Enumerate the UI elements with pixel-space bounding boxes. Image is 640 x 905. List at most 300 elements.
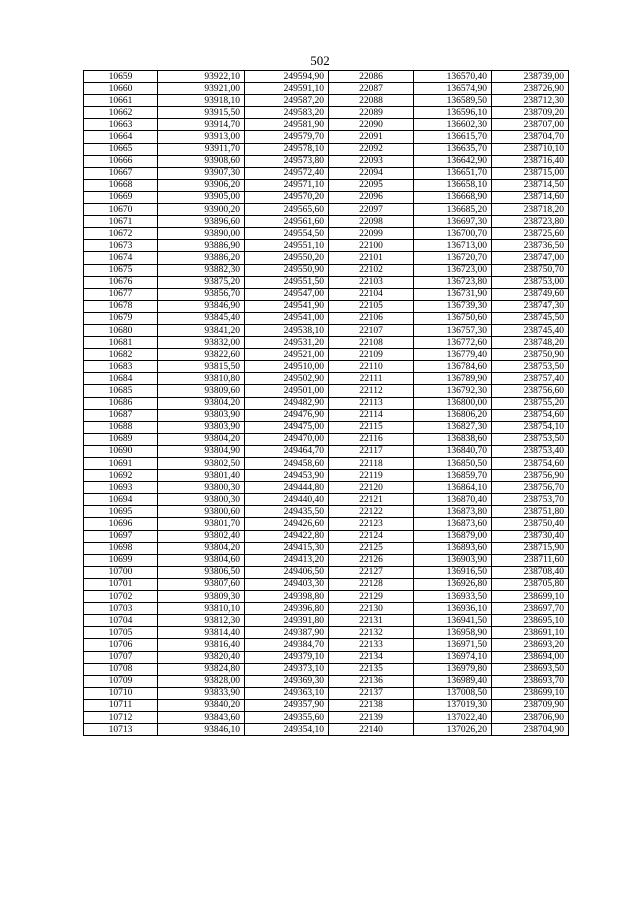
table-row [84, 651, 569, 663]
cell-x-coordinate: 93801,40 [158, 470, 245, 482]
cell-y-coordinate-2: 238708,40 [492, 566, 569, 578]
cell-x-coordinate: 93845,40 [158, 312, 245, 324]
cell-x-coordinate-2: 136723,00 [414, 264, 492, 276]
table-row [84, 131, 569, 143]
cell-point-id: 10689 [84, 433, 158, 445]
cell-y-coordinate: 249570,20 [245, 191, 329, 203]
cell-y-coordinate-2: 238711,60 [492, 554, 569, 566]
table-row [84, 433, 569, 445]
coordinates-table [83, 70, 569, 736]
cell-y-coordinate: 249373,10 [245, 663, 329, 675]
cell-x-coordinate-2: 136926,80 [414, 578, 492, 590]
cell-x-coordinate: 93801,70 [158, 518, 245, 530]
cell-y-coordinate-2: 238756,70 [492, 482, 569, 494]
cell-x-coordinate: 93816,40 [158, 639, 245, 651]
cell-x-coordinate: 93800,30 [158, 494, 245, 506]
cell-y-coordinate-2: 238693,20 [492, 639, 569, 651]
cell-y-coordinate: 249541,90 [245, 300, 329, 312]
cell-y-coordinate-2: 238706,90 [492, 711, 569, 723]
table-row [84, 300, 569, 312]
cell-y-coordinate-2: 238704,90 [492, 724, 569, 736]
cell-point-id-2: 22100 [329, 240, 414, 252]
cell-y-coordinate: 249561,60 [245, 216, 329, 228]
cell-point-id-2: 22119 [329, 470, 414, 482]
cell-x-coordinate-2: 136723,80 [414, 276, 492, 288]
cell-point-id-2: 22093 [329, 155, 414, 167]
cell-y-coordinate-2: 238709,90 [492, 699, 569, 711]
cell-point-id-2: 22111 [329, 373, 414, 385]
table-row [84, 397, 569, 409]
cell-x-coordinate-2: 136958,90 [414, 627, 492, 639]
coordinates-table-body [84, 71, 569, 736]
cell-x-coordinate-2: 136859,70 [414, 470, 492, 482]
cell-point-id-2: 22108 [329, 337, 414, 349]
table-row [84, 578, 569, 590]
cell-point-id: 10670 [84, 204, 158, 216]
cell-point-id-2: 22090 [329, 119, 414, 131]
cell-point-id-2: 22110 [329, 361, 414, 373]
cell-x-coordinate: 93890,00 [158, 228, 245, 240]
cell-point-id: 10690 [84, 445, 158, 457]
cell-y-coordinate-2: 238704,70 [492, 131, 569, 143]
cell-point-id: 10704 [84, 615, 158, 627]
cell-point-id-2: 22127 [329, 566, 414, 578]
cell-point-id-2: 22086 [329, 71, 414, 83]
cell-point-id: 10661 [84, 95, 158, 107]
cell-y-coordinate: 249571,10 [245, 179, 329, 191]
cell-x-coordinate-2: 136700,70 [414, 228, 492, 240]
cell-point-id-2: 22107 [329, 324, 414, 336]
cell-x-coordinate: 93803,90 [158, 409, 245, 421]
table-row [84, 615, 569, 627]
cell-y-coordinate: 249554,50 [245, 228, 329, 240]
cell-point-id-2: 22104 [329, 288, 414, 300]
cell-y-coordinate-2: 238754,10 [492, 421, 569, 433]
table-row [84, 566, 569, 578]
cell-point-id: 10710 [84, 687, 158, 699]
cell-y-coordinate-2: 238747,30 [492, 300, 569, 312]
cell-point-id: 10666 [84, 155, 158, 167]
cell-point-id: 10674 [84, 252, 158, 264]
cell-y-coordinate-2: 238723,80 [492, 216, 569, 228]
table-row [84, 470, 569, 482]
cell-y-coordinate: 249521,00 [245, 349, 329, 361]
cell-x-coordinate: 93822,60 [158, 349, 245, 361]
cell-y-coordinate: 249594,90 [245, 71, 329, 83]
cell-y-coordinate-2: 238756,90 [492, 470, 569, 482]
table-row [84, 119, 569, 131]
table-row [84, 699, 569, 711]
cell-x-coordinate-2: 136596,10 [414, 107, 492, 119]
cell-y-coordinate: 249550,20 [245, 252, 329, 264]
cell-point-id-2: 22089 [329, 107, 414, 119]
cell-x-coordinate-2: 136635,70 [414, 143, 492, 155]
cell-y-coordinate: 249369,30 [245, 675, 329, 687]
cell-point-id-2: 22124 [329, 530, 414, 542]
cell-point-id: 10713 [84, 724, 158, 736]
table-row [84, 591, 569, 603]
cell-x-coordinate-2: 136602,30 [414, 119, 492, 131]
cell-x-coordinate-2: 136864,10 [414, 482, 492, 494]
cell-point-id-2: 22105 [329, 300, 414, 312]
cell-point-id-2: 22113 [329, 397, 414, 409]
cell-x-coordinate-2: 136658,10 [414, 179, 492, 191]
cell-y-coordinate: 249476,90 [245, 409, 329, 421]
table-row [84, 506, 569, 518]
cell-point-id-2: 22135 [329, 663, 414, 675]
cell-x-coordinate-2: 136838,60 [414, 433, 492, 445]
cell-y-coordinate-2: 238749,60 [492, 288, 569, 300]
cell-point-id-2: 22123 [329, 518, 414, 530]
cell-x-coordinate: 93807,60 [158, 578, 245, 590]
cell-point-id: 10664 [84, 131, 158, 143]
cell-point-id-2: 22133 [329, 639, 414, 651]
table-row [84, 337, 569, 349]
cell-point-id: 10681 [84, 337, 158, 349]
cell-y-coordinate: 249475,00 [245, 421, 329, 433]
table-row [84, 675, 569, 687]
cell-y-coordinate: 249406,50 [245, 566, 329, 578]
cell-x-coordinate-2: 136713,00 [414, 240, 492, 252]
cell-x-coordinate-2: 136720,70 [414, 252, 492, 264]
cell-x-coordinate: 93820,40 [158, 651, 245, 663]
cell-point-id-2: 22138 [329, 699, 414, 711]
cell-x-coordinate: 93846,90 [158, 300, 245, 312]
cell-point-id-2: 22092 [329, 143, 414, 155]
table-row [84, 71, 569, 83]
cell-point-id: 10693 [84, 482, 158, 494]
cell-y-coordinate: 249422,80 [245, 530, 329, 542]
cell-x-coordinate: 93918,10 [158, 95, 245, 107]
cell-point-id: 10659 [84, 71, 158, 83]
table-row [84, 264, 569, 276]
table-row [84, 711, 569, 723]
cell-x-coordinate: 93907,30 [158, 167, 245, 179]
cell-x-coordinate-2: 136903,90 [414, 554, 492, 566]
cell-x-coordinate: 93806,50 [158, 566, 245, 578]
table-row [84, 191, 569, 203]
cell-x-coordinate-2: 136827,30 [414, 421, 492, 433]
cell-x-coordinate: 93906,20 [158, 179, 245, 191]
table-row [84, 542, 569, 554]
cell-point-id: 10675 [84, 264, 158, 276]
cell-y-coordinate-2: 238699,10 [492, 591, 569, 603]
cell-y-coordinate: 249579,70 [245, 131, 329, 143]
cell-y-coordinate-2: 238716,40 [492, 155, 569, 167]
cell-x-coordinate: 93812,30 [158, 615, 245, 627]
cell-point-id-2: 22103 [329, 276, 414, 288]
table-row [84, 179, 569, 191]
cell-point-id-2: 22139 [329, 711, 414, 723]
cell-x-coordinate-2: 137008,50 [414, 687, 492, 699]
cell-point-id: 10662 [84, 107, 158, 119]
cell-x-coordinate: 93896,60 [158, 216, 245, 228]
cell-x-coordinate-2: 136971,50 [414, 639, 492, 651]
cell-y-coordinate-2: 238755,20 [492, 397, 569, 409]
cell-point-id: 10673 [84, 240, 158, 252]
cell-x-coordinate: 93908,60 [158, 155, 245, 167]
cell-y-coordinate: 249578,10 [245, 143, 329, 155]
cell-point-id: 10711 [84, 699, 158, 711]
cell-y-coordinate: 249396,80 [245, 603, 329, 615]
cell-y-coordinate: 249413,20 [245, 554, 329, 566]
table-row [84, 494, 569, 506]
cell-x-coordinate-2: 136974,10 [414, 651, 492, 663]
cell-y-coordinate-2: 238718,20 [492, 204, 569, 216]
cell-point-id: 10668 [84, 179, 158, 191]
cell-x-coordinate-2: 136739,30 [414, 300, 492, 312]
cell-y-coordinate-2: 238710,10 [492, 143, 569, 155]
cell-point-id: 10705 [84, 627, 158, 639]
cell-x-coordinate-2: 136757,30 [414, 324, 492, 336]
cell-y-coordinate: 249391,80 [245, 615, 329, 627]
cell-point-id-2: 22132 [329, 627, 414, 639]
cell-point-id-2: 22126 [329, 554, 414, 566]
table-row [84, 83, 569, 95]
cell-x-coordinate: 93800,30 [158, 482, 245, 494]
cell-y-coordinate: 249551,50 [245, 276, 329, 288]
cell-y-coordinate-2: 238745,40 [492, 324, 569, 336]
cell-x-coordinate-2: 136850,50 [414, 458, 492, 470]
cell-point-id: 10691 [84, 458, 158, 470]
table-row [84, 458, 569, 470]
cell-x-coordinate: 93802,50 [158, 458, 245, 470]
cell-y-coordinate-2: 238691,10 [492, 627, 569, 639]
cell-x-coordinate: 93914,70 [158, 119, 245, 131]
table-row [84, 385, 569, 397]
cell-point-id-2: 22091 [329, 131, 414, 143]
cell-y-coordinate: 249384,70 [245, 639, 329, 651]
cell-x-coordinate-2: 136840,70 [414, 445, 492, 457]
table-row [84, 228, 569, 240]
cell-x-coordinate: 93803,90 [158, 421, 245, 433]
cell-point-id: 10685 [84, 385, 158, 397]
cell-x-coordinate-2: 136870,40 [414, 494, 492, 506]
cell-y-coordinate: 249538,10 [245, 324, 329, 336]
cell-x-coordinate-2: 137019,30 [414, 699, 492, 711]
cell-y-coordinate: 249572,40 [245, 167, 329, 179]
cell-x-coordinate: 93886,20 [158, 252, 245, 264]
cell-point-id: 10677 [84, 288, 158, 300]
cell-point-id-2: 22136 [329, 675, 414, 687]
cell-y-coordinate-2: 238695,10 [492, 615, 569, 627]
cell-point-id: 10679 [84, 312, 158, 324]
cell-point-id-2: 22130 [329, 603, 414, 615]
cell-y-coordinate: 249510,00 [245, 361, 329, 373]
cell-point-id: 10708 [84, 663, 158, 675]
cell-y-coordinate: 249354,10 [245, 724, 329, 736]
cell-x-coordinate-2: 136615,70 [414, 131, 492, 143]
cell-y-coordinate-2: 238707,00 [492, 119, 569, 131]
cell-y-coordinate-2: 238715,90 [492, 542, 569, 554]
cell-x-coordinate: 93841,20 [158, 324, 245, 336]
cell-y-coordinate: 249444,80 [245, 482, 329, 494]
cell-point-id-2: 22128 [329, 578, 414, 590]
cell-y-coordinate-2: 238754,60 [492, 458, 569, 470]
cell-y-coordinate: 249435,50 [245, 506, 329, 518]
cell-point-id: 10683 [84, 361, 158, 373]
cell-x-coordinate-2: 136642,90 [414, 155, 492, 167]
cell-y-coordinate-2: 238712,30 [492, 95, 569, 107]
cell-y-coordinate: 249363,10 [245, 687, 329, 699]
cell-point-id-2: 22112 [329, 385, 414, 397]
cell-point-id: 10672 [84, 228, 158, 240]
cell-x-coordinate-2: 136668,90 [414, 191, 492, 203]
cell-point-id-2: 22118 [329, 458, 414, 470]
cell-x-coordinate: 93915,50 [158, 107, 245, 119]
cell-y-coordinate-2: 238753,70 [492, 494, 569, 506]
cell-y-coordinate-2: 238736,50 [492, 240, 569, 252]
cell-y-coordinate-2: 238757,40 [492, 373, 569, 385]
cell-x-coordinate-2: 136873,80 [414, 506, 492, 518]
cell-point-id-2: 22095 [329, 179, 414, 191]
cell-x-coordinate-2: 136989,40 [414, 675, 492, 687]
cell-point-id: 10692 [84, 470, 158, 482]
cell-point-id-2: 22114 [329, 409, 414, 421]
cell-y-coordinate: 249581,90 [245, 119, 329, 131]
cell-point-id: 10680 [84, 324, 158, 336]
cell-x-coordinate-2: 136574,90 [414, 83, 492, 95]
cell-point-id: 10700 [84, 566, 158, 578]
cell-y-coordinate: 249502,90 [245, 373, 329, 385]
cell-y-coordinate-2: 238730,40 [492, 530, 569, 542]
table-row [84, 373, 569, 385]
table-row [84, 324, 569, 336]
cell-y-coordinate-2: 238693,70 [492, 675, 569, 687]
cell-x-coordinate: 93804,20 [158, 433, 245, 445]
cell-y-coordinate-2: 238753,50 [492, 433, 569, 445]
cell-y-coordinate: 249573,80 [245, 155, 329, 167]
cell-point-id: 10669 [84, 191, 158, 203]
cell-x-coordinate-2: 136589,50 [414, 95, 492, 107]
cell-x-coordinate: 93840,20 [158, 699, 245, 711]
cell-y-coordinate: 249453,90 [245, 470, 329, 482]
cell-y-coordinate-2: 238699,10 [492, 687, 569, 699]
cell-point-id-2: 22121 [329, 494, 414, 506]
cell-point-id: 10709 [84, 675, 158, 687]
cell-x-coordinate: 93911,70 [158, 143, 245, 155]
cell-y-coordinate-2: 238751,80 [492, 506, 569, 518]
cell-y-coordinate-2: 238725,60 [492, 228, 569, 240]
cell-x-coordinate: 93810,10 [158, 603, 245, 615]
cell-x-coordinate: 93833,90 [158, 687, 245, 699]
cell-point-id: 10706 [84, 639, 158, 651]
cell-x-coordinate-2: 136979,80 [414, 663, 492, 675]
cell-point-id: 10671 [84, 216, 158, 228]
cell-y-coordinate-2: 238714,60 [492, 191, 569, 203]
table-row [84, 518, 569, 530]
cell-x-coordinate: 93922,10 [158, 71, 245, 83]
cell-x-coordinate-2: 136731,90 [414, 288, 492, 300]
cell-x-coordinate: 93905,00 [158, 191, 245, 203]
cell-x-coordinate-2: 136873,60 [414, 518, 492, 530]
cell-x-coordinate: 93843,60 [158, 711, 245, 723]
cell-point-id-2: 22102 [329, 264, 414, 276]
cell-point-id-2: 22122 [329, 506, 414, 518]
cell-point-id-2: 22097 [329, 204, 414, 216]
cell-y-coordinate-2: 238747,00 [492, 252, 569, 264]
cell-y-coordinate: 249415,30 [245, 542, 329, 554]
cell-x-coordinate: 93804,90 [158, 445, 245, 457]
cell-point-id-2: 22099 [329, 228, 414, 240]
table-row [84, 603, 569, 615]
cell-x-coordinate-2: 136772,60 [414, 337, 492, 349]
cell-point-id: 10682 [84, 349, 158, 361]
table-row [84, 361, 569, 373]
cell-point-id: 10698 [84, 542, 158, 554]
cell-y-coordinate-2: 238693,50 [492, 663, 569, 675]
cell-x-coordinate-2: 136933,50 [414, 591, 492, 603]
cell-y-coordinate-2: 238748,20 [492, 337, 569, 349]
cell-y-coordinate-2: 238694,00 [492, 651, 569, 663]
cell-y-coordinate-2: 238745,50 [492, 312, 569, 324]
table-row [84, 409, 569, 421]
cell-x-coordinate-2: 136941,50 [414, 615, 492, 627]
cell-x-coordinate-2: 136879,00 [414, 530, 492, 542]
table-row [84, 421, 569, 433]
table-row [84, 252, 569, 264]
table-row [84, 554, 569, 566]
cell-y-coordinate-2: 238753,00 [492, 276, 569, 288]
cell-x-coordinate: 93824,80 [158, 663, 245, 675]
cell-x-coordinate-2: 136792,30 [414, 385, 492, 397]
cell-point-id-2: 22098 [329, 216, 414, 228]
cell-point-id-2: 22096 [329, 191, 414, 203]
table-row [84, 687, 569, 699]
cell-point-id: 10688 [84, 421, 158, 433]
table-row [84, 627, 569, 639]
cell-y-coordinate: 249357,90 [245, 699, 329, 711]
cell-point-id: 10702 [84, 591, 158, 603]
cell-point-id-2: 22109 [329, 349, 414, 361]
cell-x-coordinate: 93804,20 [158, 542, 245, 554]
cell-point-id-2: 22131 [329, 615, 414, 627]
cell-x-coordinate: 93810,80 [158, 373, 245, 385]
cell-x-coordinate: 93800,60 [158, 506, 245, 518]
cell-x-coordinate: 93882,30 [158, 264, 245, 276]
cell-point-id-2: 22106 [329, 312, 414, 324]
cell-point-id: 10667 [84, 167, 158, 179]
cell-y-coordinate: 249464,70 [245, 445, 329, 457]
table-row [84, 530, 569, 542]
cell-point-id: 10703 [84, 603, 158, 615]
cell-y-coordinate: 249482,90 [245, 397, 329, 409]
cell-x-coordinate: 93809,30 [158, 591, 245, 603]
cell-x-coordinate-2: 136806,20 [414, 409, 492, 421]
cell-point-id: 10699 [84, 554, 158, 566]
cell-y-coordinate: 249501,00 [245, 385, 329, 397]
cell-x-coordinate-2: 136779,40 [414, 349, 492, 361]
cell-y-coordinate: 249550,90 [245, 264, 329, 276]
cell-y-coordinate-2: 238750,40 [492, 518, 569, 530]
cell-x-coordinate: 93804,20 [158, 397, 245, 409]
cell-x-coordinate-2: 136784,60 [414, 361, 492, 373]
cell-point-id-2: 22125 [329, 542, 414, 554]
cell-x-coordinate-2: 137022,40 [414, 711, 492, 723]
cell-x-coordinate-2: 136800,00 [414, 397, 492, 409]
cell-point-id-2: 22116 [329, 433, 414, 445]
table-row [84, 143, 569, 155]
cell-x-coordinate-2: 136916,50 [414, 566, 492, 578]
cell-point-id: 10684 [84, 373, 158, 385]
page-number: 502 [310, 53, 330, 68]
cell-x-coordinate-2: 136651,70 [414, 167, 492, 179]
cell-y-coordinate: 249583,20 [245, 107, 329, 119]
cell-y-coordinate-2: 238697,70 [492, 603, 569, 615]
cell-x-coordinate: 93804,60 [158, 554, 245, 566]
cell-y-coordinate: 249398,80 [245, 591, 329, 603]
cell-y-coordinate: 249541,00 [245, 312, 329, 324]
